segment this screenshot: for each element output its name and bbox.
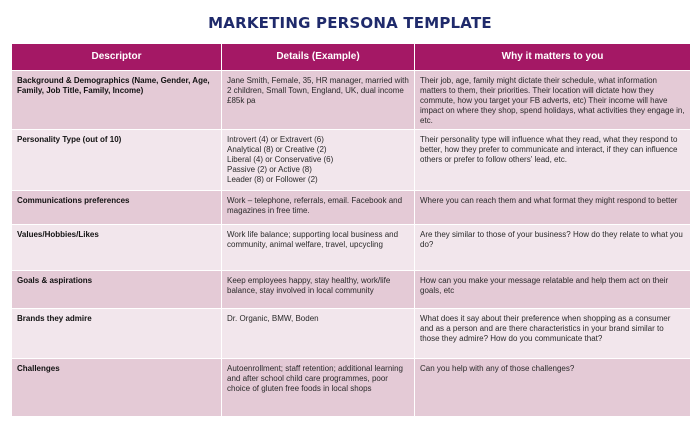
table-row [12, 191, 691, 225]
details-line: Work life balance; supporting local business and community, animal welfare, travel, upcycling [227, 230, 399, 249]
descriptor-cell: Personality Type (out of 10) [12, 130, 222, 191]
descriptor-cell: Background & Demographics (Name, Gender, Age, Family, Job Title, Family, Income) [12, 71, 222, 130]
details-line: Introvert (4) or Extravert (6) [227, 135, 324, 144]
descriptor-cell: Values/Hobbies/Likes [12, 225, 222, 271]
descriptor-cell: Challenges [12, 359, 222, 417]
details-line: Liberal (4) or Conservative (6) [227, 155, 334, 164]
details-cell [222, 191, 415, 225]
details-line: Jane Smith, Female, 35, HR manager, married with 2 children, Small Town, England, UK, dual income £85k pa [227, 76, 409, 105]
header-row [12, 44, 691, 71]
why-cell: Where you can reach them and what format they might respond to better [415, 191, 691, 225]
details-line: Dr. Organic, BMW, Boden [227, 314, 319, 323]
details-line: Leader (8) or Follower (2) [227, 175, 318, 184]
header-descriptor: Descriptor [12, 44, 222, 71]
details-cell [222, 309, 415, 359]
details-cell [222, 71, 415, 130]
why-cell: Their job, age, family might dictate their schedule, what information matters to them, their priorities. Their location will dictate how they commute, how you target your FB adverts, etc) Their income will have impact on where they shop, spend holidays, what activities they engage in, etc. [415, 71, 691, 130]
persona-table [11, 43, 691, 417]
why-cell: How can you make your message relatable and help them act on their goals, etc [415, 271, 691, 309]
details-line: Work – telephone, referrals, email. Facebook and magazines in free time. [227, 196, 403, 215]
why-cell: What does it say about their preference when shopping as a consumer and as a person and are there characteristics in your brand similar to those they admire? How do you communicate that? [415, 309, 691, 359]
table-row [12, 309, 691, 359]
table-row [12, 359, 691, 417]
table-row [12, 225, 691, 271]
details-line: Keep employees happy, stay healthy, work/life balance, stay involved in local community [227, 276, 391, 295]
descriptor-cell: Brands they admire [12, 309, 222, 359]
details-line: Analytical (8) or Creative (2) [227, 145, 327, 154]
header-details: Details (Example) [222, 44, 415, 71]
table-row [12, 130, 691, 191]
details-line: Autoenrollment; staff retention; additional learning and after school child care programmes, poor choice of gluten free foods in local shops [227, 364, 403, 393]
details-cell [222, 225, 415, 271]
details-line: Passive (2) or Active (8) [227, 165, 312, 174]
details-cell [222, 130, 415, 191]
why-cell: Are they similar to those of your business? How do they relate to what you do? [415, 225, 691, 271]
details-cell [222, 359, 415, 417]
why-cell: Can you help with any of those challenges? [415, 359, 691, 417]
table-row [12, 71, 691, 130]
descriptor-cell: Communications preferences [12, 191, 222, 225]
header-why: Why it matters to you [415, 44, 691, 71]
descriptor-cell: Goals & aspirations [12, 271, 222, 309]
table-row [12, 271, 691, 309]
why-cell: Their personality type will influence what they read, what they respond to better, how they prefer to communicate and interact, if they can influence others or prefer to follow others' lead, etc. [415, 130, 691, 191]
page-title: MARKETING PERSONA TEMPLATE [208, 14, 492, 32]
details-cell [222, 271, 415, 309]
